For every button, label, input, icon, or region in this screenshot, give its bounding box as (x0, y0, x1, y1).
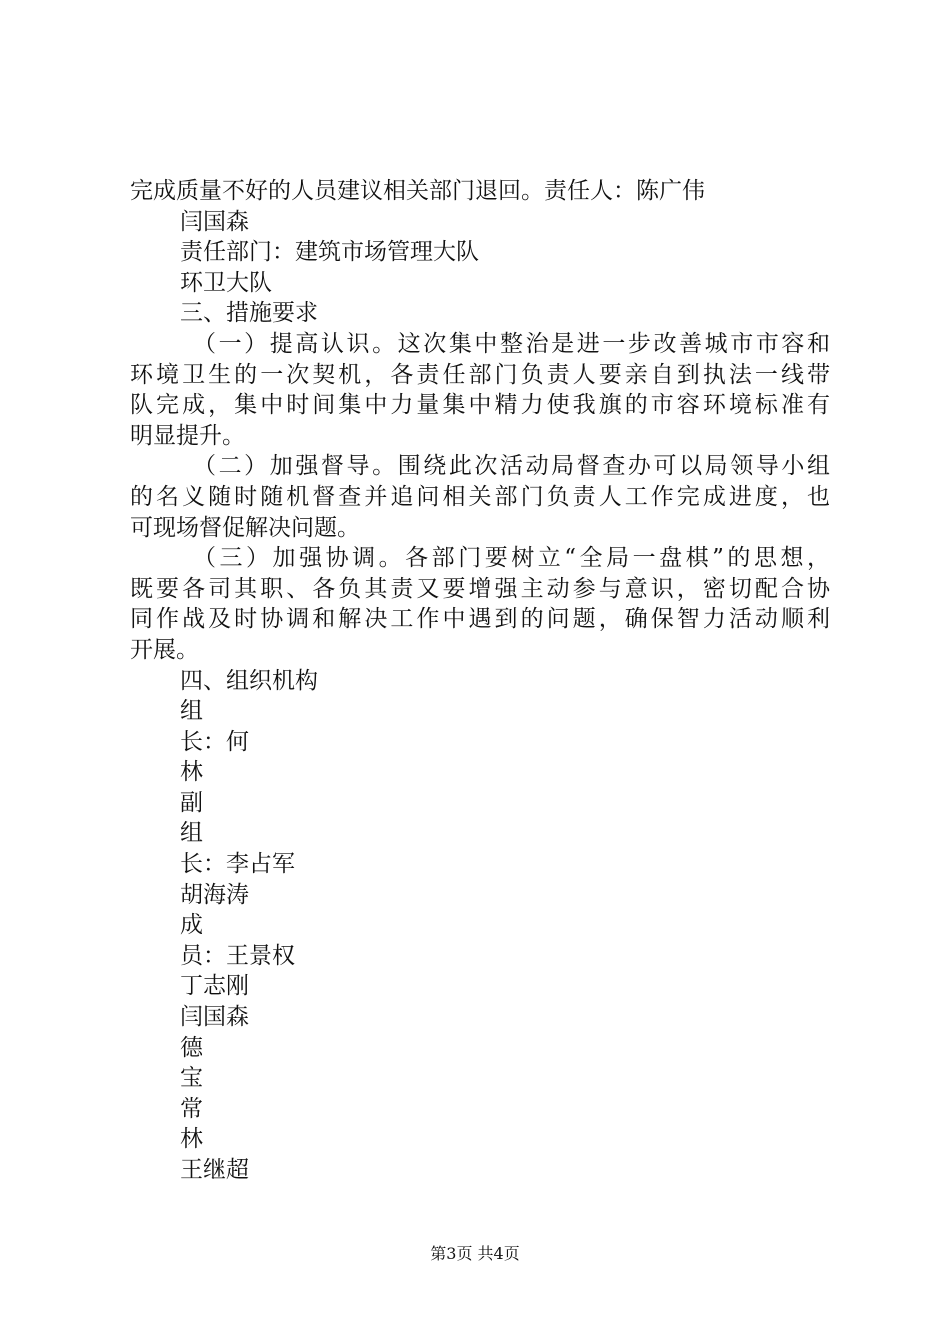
org-line: 长：何 (180, 728, 249, 755)
paragraph-line: 明显提升。 (130, 422, 245, 449)
paragraph-line: （一）提高认识。这次集中整治是进一步改善城市市容和 (193, 330, 830, 357)
paragraph-line: 同作战及时协调和解决工作中遇到的问题，确保智力活动顺利 (130, 606, 830, 633)
page-footer (0, 1244, 950, 1264)
org-line: 王继超 (180, 1157, 249, 1183)
org-line: 宝 (180, 1065, 203, 1092)
org-line: 林 (180, 759, 203, 786)
paragraph-line: 的名义随时随机督查并追问相关部门负责人工作完成进度，也 (130, 483, 830, 510)
text-line: 环卫大队 (180, 269, 272, 296)
org-line: 成 (180, 912, 203, 939)
org-line: 德 (180, 1034, 203, 1061)
section-heading: 三、措施要求 (180, 300, 318, 327)
text-line: 责任部门：建筑市场管理大队 (180, 239, 479, 266)
document-body (130, 176, 830, 1186)
text-line: 完成质量不好的人员建议相关部门退回。责任人：陈广伟 (130, 178, 705, 204)
org-line: 组 (180, 698, 203, 725)
section-heading: 四、组织机构 (180, 667, 318, 694)
org-line: 长：李占军 (180, 851, 295, 878)
org-line: 丁志刚 (180, 973, 249, 1000)
paragraph-line: 队完成，集中时间集中力量集中精力使我旗的市容环境标准有 (130, 392, 830, 419)
paragraph-line: 既要各司其职、各负其责又要增强主动参与意识，密切配合协 (130, 575, 830, 602)
page-number: 第3页 共4页 (430, 1244, 520, 1263)
paragraph-line: 环境卫生的一次契机，各责任部门负责人要亲自到执法一线带 (130, 361, 830, 388)
org-line: 副 (180, 789, 203, 816)
org-line: 组 (180, 820, 203, 847)
paragraph-line: 可现场督促解决问题。 (130, 514, 360, 541)
org-line: 员：王景权 (180, 942, 295, 969)
org-line: 林 (180, 1126, 203, 1153)
org-line: 胡海涛 (180, 881, 249, 908)
org-line: 常 (180, 1095, 203, 1122)
paragraph-line: 开展。 (130, 636, 199, 663)
org-line: 闫国森 (180, 1004, 249, 1031)
paragraph-line: （二）加强督导。围绕此次活动局督查办可以局领导小组 (193, 453, 830, 480)
text-line: 闫国森 (180, 208, 249, 235)
paragraph-line: （三）加强协调。各部门要树立“全局一盘棋”的思想， (193, 545, 830, 572)
